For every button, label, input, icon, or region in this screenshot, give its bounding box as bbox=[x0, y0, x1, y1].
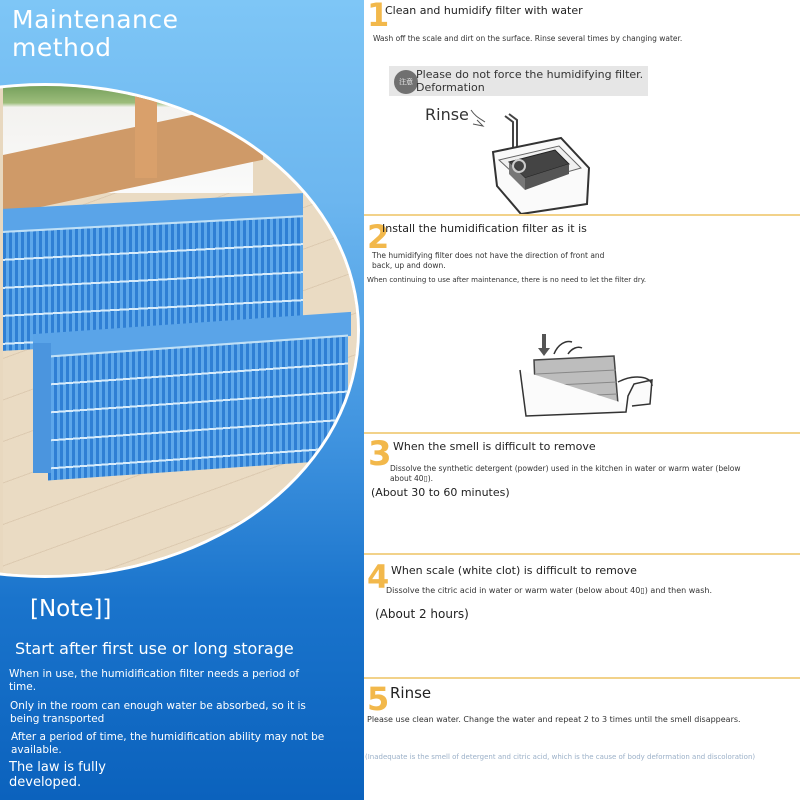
step-number: 4 bbox=[367, 558, 390, 596]
step-number: 1 bbox=[367, 0, 390, 34]
step-text: Dissolve the citric acid in water or warm water (below about 40▯) and then wash. bbox=[386, 586, 712, 595]
left-panel bbox=[0, 0, 364, 800]
step-title: Clean and humidify filter with water bbox=[385, 4, 583, 17]
divider bbox=[364, 432, 800, 434]
step-text: When continuing to use after maintenance, there is no need to let the filter dry. bbox=[367, 276, 647, 284]
filter-photo bbox=[0, 83, 360, 578]
divider bbox=[364, 553, 800, 555]
step-text: Please use clean water. Change the water and repeat 2 to 3 times until the smell disappears. bbox=[367, 715, 741, 724]
note-subheading: Start after first use or long storage bbox=[15, 639, 294, 658]
step-text-line: Dissolve the synthetic detergent (powder) used in the kitchen in water or warm water (below bbox=[390, 464, 741, 473]
note-heading: [Note]] bbox=[30, 596, 112, 622]
step-duration: (About 2 hours) bbox=[375, 607, 469, 621]
title-line-1: Maintenance bbox=[12, 5, 179, 34]
filter-front bbox=[48, 335, 348, 481]
divider bbox=[364, 677, 800, 679]
title-line-2: method bbox=[12, 33, 112, 62]
note-paragraph: The law is fully developed. bbox=[9, 760, 106, 790]
step-title: When scale (white clot) is difficult to remove bbox=[391, 564, 637, 577]
basin-illustration bbox=[469, 108, 604, 216]
window-mullion bbox=[135, 83, 157, 178]
step-text bbox=[372, 251, 604, 271]
step-text-line: about 40▯). bbox=[390, 474, 434, 483]
note-paragraph: When in use, the humidification filter needs a period of time. bbox=[9, 668, 300, 693]
steps-panel bbox=[364, 0, 800, 800]
note-paragraph: Only in the room can enough water be absorbed, so it is being transported bbox=[10, 700, 306, 725]
step-footnote: (Inadequate is the smell of detergent and citric acid, which is the cause of body deformation and discoloration) bbox=[365, 753, 756, 761]
step-title: When the smell is difficult to remove bbox=[393, 440, 596, 453]
filter-front-side bbox=[33, 343, 51, 473]
caution-line-1: Please do not force the humidifying filter. bbox=[416, 68, 644, 81]
step-title: Install the humidification filter as it is bbox=[382, 222, 587, 235]
caution-line-2: Deformation bbox=[416, 81, 485, 94]
step-text: Wash off the scale and dirt on the surface. Rinse several times by changing water. bbox=[373, 34, 683, 43]
step-text bbox=[390, 464, 741, 484]
rinse-label: Rinse bbox=[425, 105, 469, 124]
step-text-line: The humidifying filter does not have the direction of front and bbox=[372, 251, 605, 260]
step-duration: (About 30 to 60 minutes) bbox=[371, 486, 510, 499]
step-number: 3 bbox=[368, 434, 392, 474]
divider bbox=[364, 214, 800, 216]
note-paragraph: After a period of time, the humidification ability may not be available. bbox=[11, 731, 325, 756]
page-title bbox=[12, 6, 179, 62]
step-number: 2 bbox=[367, 218, 390, 256]
step-number: 5 bbox=[367, 680, 390, 718]
caution-badge: 注意 bbox=[394, 70, 418, 94]
tray-illustration bbox=[514, 334, 654, 420]
caution-text bbox=[416, 68, 643, 94]
caution-box bbox=[389, 66, 648, 96]
step-text-line: back, up and down. bbox=[372, 261, 446, 270]
step-title: Rinse bbox=[390, 684, 432, 702]
